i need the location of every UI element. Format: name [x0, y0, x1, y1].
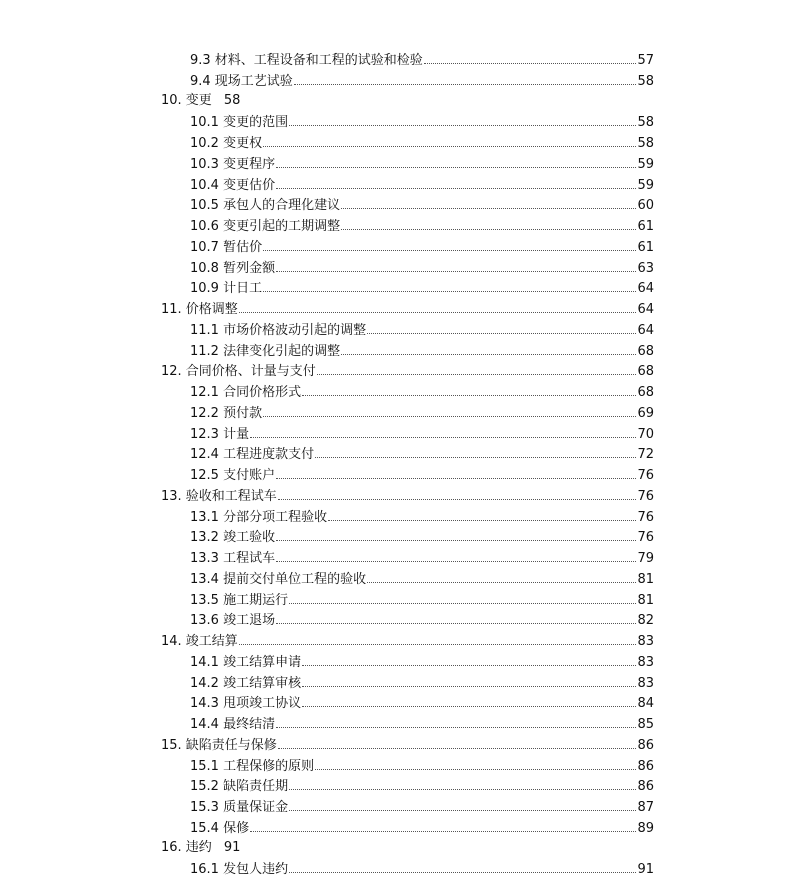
toc-entry-title: 14.4 最终结清	[190, 717, 276, 732]
toc-entry-title: 9.4 现场工艺试验	[190, 73, 293, 89]
toc-page-number: 68	[637, 385, 654, 400]
toc-entry-line	[190, 236, 654, 258]
dot-leader	[294, 70, 637, 85]
toc-entry-title: 12.5 支付账户	[190, 468, 276, 483]
toc-section-entry[interactable]	[0, 651, 795, 672]
dot-leader	[278, 734, 637, 749]
toc-entry-line	[190, 319, 654, 341]
toc-chapter-entry[interactable]	[0, 360, 795, 381]
toc-section-entry[interactable]	[0, 215, 795, 236]
toc-entry-title: 11.1 市场价格波动引起的调整	[190, 322, 367, 338]
toc-section-entry[interactable]	[0, 277, 795, 298]
toc-page-number: 58	[637, 73, 654, 89]
toc-section-entry[interactable]	[0, 153, 795, 174]
toc-entry-line	[190, 423, 654, 445]
toc-chapter-entry[interactable]	[0, 734, 795, 755]
toc-entry-title: 11. 价格调整	[161, 302, 238, 317]
dot-leader	[315, 755, 636, 770]
dot-leader	[289, 111, 636, 126]
toc-section-entry[interactable]	[0, 589, 795, 610]
toc-entry-title: 14.1 竣工结算申请	[190, 654, 302, 670]
toc-page-number: 86	[637, 779, 654, 795]
toc-section-entry[interactable]	[0, 609, 795, 630]
dot-leader	[341, 215, 636, 230]
toc-section-entry[interactable]	[0, 111, 795, 132]
toc-entry-line	[190, 547, 654, 569]
toc-page-number: 64	[637, 302, 654, 317]
toc-page-number: 91	[637, 862, 654, 878]
dot-leader	[278, 485, 637, 500]
dot-leader	[263, 277, 636, 292]
dot-leader	[276, 257, 636, 272]
toc-page-number: 83	[637, 654, 654, 670]
dot-leader	[341, 340, 636, 355]
toc-entry-line	[190, 568, 654, 590]
dot-leader	[239, 630, 637, 645]
toc-entry-title: 15.2 缺陷责任期	[190, 779, 289, 795]
toc-page-number: 58	[637, 115, 654, 131]
toc-entry-title: 12.3 计量	[190, 426, 250, 442]
toc-page-number: 59	[637, 156, 654, 172]
toc-page-number: 63	[637, 260, 654, 276]
toc-entry-line	[161, 630, 654, 652]
toc-entry-title: 10.6 变更引起的工期调整	[190, 219, 341, 234]
dot-leader	[317, 360, 637, 375]
toc-entry-title: 15. 缺陷责任与保修	[161, 737, 277, 753]
dot-leader	[367, 319, 636, 334]
toc-section-entry[interactable]	[0, 402, 795, 423]
toc-page-number: 86	[637, 737, 654, 753]
dot-leader	[250, 423, 636, 438]
toc-section-entry[interactable]	[0, 381, 795, 402]
dot-leader	[341, 194, 636, 209]
toc-entry-line	[190, 381, 654, 403]
dot-leader	[289, 858, 636, 873]
toc-entry-title: 14.2 竣工结算审核	[190, 675, 302, 691]
toc-chapter-entry[interactable]	[0, 298, 795, 319]
toc-entry-title: 13. 验收和工程试车	[161, 488, 277, 504]
toc-section-entry[interactable]	[0, 547, 795, 568]
toc-section-entry[interactable]	[0, 194, 795, 215]
toc-entry-line	[190, 443, 654, 465]
toc-chapter-entry[interactable]	[0, 838, 795, 859]
dot-leader	[276, 153, 636, 168]
toc-page-number: 72	[637, 447, 654, 463]
toc-entry-line	[190, 817, 654, 839]
toc-entry-title: 16. 违约	[161, 839, 212, 855]
toc-page-number: 89	[637, 820, 654, 836]
dot-leader	[302, 381, 636, 396]
toc-section-entry[interactable]	[0, 568, 795, 589]
toc-entry-line	[190, 651, 654, 673]
toc-entry-line	[190, 692, 654, 714]
toc-entry-title: 14.3 甩项竣工协议	[190, 696, 302, 712]
toc-entry-title: 12. 合同价格、计量与支付	[161, 364, 316, 380]
toc-page-number: 58	[223, 92, 241, 108]
toc-section-entry[interactable]	[0, 340, 795, 361]
toc-page-number: 61	[637, 219, 654, 234]
dot-leader	[276, 526, 636, 541]
toc-entry-title: 10.7 暂估价	[190, 239, 263, 255]
dot-leader	[302, 672, 636, 687]
toc-entry-title: 13.2 竣工验收	[190, 530, 276, 546]
toc-entry-line	[190, 858, 654, 880]
dot-leader	[315, 443, 636, 458]
dot-leader	[289, 796, 636, 811]
toc-entry-title: 10.2 变更权	[190, 136, 263, 151]
table-of-contents	[0, 49, 795, 879]
toc-entry-line	[190, 277, 654, 299]
toc-entry-line	[190, 672, 654, 694]
toc-page-number: 87	[637, 800, 654, 815]
toc-page-number: 76	[637, 468, 654, 483]
toc-section-entry[interactable]	[0, 49, 795, 70]
dot-leader	[367, 568, 636, 583]
toc-entry-line	[190, 70, 654, 92]
toc-entry-title: 13.6 竣工退场	[190, 613, 276, 629]
toc-page-number: 82	[637, 613, 654, 629]
toc-entry-line	[190, 609, 654, 631]
toc-section-entry[interactable]	[0, 506, 795, 527]
toc-entry-line	[190, 257, 654, 279]
dot-leader	[239, 298, 637, 313]
toc-entry-title: 11.2 法律变化引起的调整	[190, 343, 341, 359]
toc-entry-line	[190, 153, 654, 175]
toc-entry-line	[190, 755, 654, 777]
toc-entry-title: 10.4 变更估价	[190, 177, 276, 193]
dot-leader	[302, 692, 636, 707]
toc-entry-line	[190, 402, 654, 424]
toc-entry-line	[190, 464, 654, 486]
toc-page-number: 83	[637, 675, 654, 691]
toc-page-number: 84	[637, 696, 654, 712]
toc-page-number: 60	[637, 198, 654, 214]
toc-entry-line	[190, 174, 654, 196]
toc-page-number: 85	[637, 717, 654, 732]
toc-entry-line	[190, 526, 654, 548]
toc-section-entry[interactable]	[0, 713, 795, 734]
toc-section-entry[interactable]	[0, 526, 795, 547]
toc-entry-title: 15.3 质量保证金	[190, 800, 289, 815]
dot-leader	[328, 506, 636, 521]
toc-page-number: 83	[637, 634, 654, 649]
toc-page-number: 91	[223, 839, 241, 855]
toc-entry-title: 13.4 提前交付单位工程的验收	[190, 571, 367, 587]
toc-entry-line	[161, 734, 654, 756]
toc-entry-line	[161, 485, 654, 507]
toc-page-number: 79	[637, 551, 654, 566]
toc-entry-title: 13.3 工程试车	[190, 551, 276, 566]
dot-leader	[276, 174, 636, 189]
toc-entry-line	[190, 132, 654, 154]
toc-section-entry[interactable]	[0, 319, 795, 340]
dot-leader	[263, 132, 636, 147]
toc-entry-line	[161, 298, 654, 320]
toc-section-entry[interactable]	[0, 775, 795, 796]
toc-entry-title: 12.2 预付款	[190, 405, 263, 421]
toc-page-number: 69	[637, 405, 654, 421]
toc-entry-line	[161, 838, 654, 858]
dot-leader	[289, 775, 636, 790]
toc-entry-title: 10.9 计日工	[190, 281, 263, 297]
toc-section-entry[interactable]	[0, 423, 795, 444]
toc-entry-line	[161, 360, 654, 382]
dot-leader	[263, 402, 636, 417]
toc-entry-title: 13.5 施工期运行	[190, 592, 289, 608]
toc-entry-line	[190, 111, 654, 133]
toc-entry-title: 10.3 变更程序	[190, 156, 276, 172]
toc-section-entry[interactable]	[0, 755, 795, 776]
toc-entry-line	[190, 796, 654, 818]
toc-entry-line	[190, 340, 654, 362]
toc-page-number: 64	[637, 281, 654, 297]
toc-entry-line	[190, 194, 654, 216]
toc-page-number: 76	[637, 509, 654, 525]
toc-entry-line	[190, 506, 654, 528]
toc-entry-title: 10.5 承包人的合理化建议	[190, 198, 341, 214]
toc-entry-title: 12.4 工程进度款支付	[190, 447, 315, 463]
toc-entry-line	[190, 589, 654, 611]
toc-entry-title: 15.4 保修	[190, 820, 250, 836]
toc-section-entry[interactable]	[0, 132, 795, 153]
toc-section-entry[interactable]	[0, 443, 795, 464]
toc-page-number: 76	[637, 488, 654, 504]
toc-section-entry[interactable]	[0, 817, 795, 838]
toc-entry-line	[190, 49, 654, 71]
toc-entry-line	[161, 91, 654, 111]
toc-entry-title: 10. 变更	[161, 92, 212, 108]
toc-section-entry[interactable]	[0, 236, 795, 257]
toc-section-entry[interactable]	[0, 70, 795, 91]
toc-entry-title: 14. 竣工结算	[161, 634, 238, 649]
toc-entry-line	[190, 215, 654, 237]
toc-entry-title: 9.3 材料、工程设备和工程的试验和检验	[190, 53, 423, 68]
toc-page-number: 58	[637, 136, 654, 151]
toc-section-entry[interactable]	[0, 257, 795, 278]
dot-leader	[276, 609, 636, 624]
toc-section-entry[interactable]	[0, 796, 795, 817]
toc-page-number: 81	[637, 571, 654, 587]
toc-page-number: 57	[637, 53, 654, 68]
toc-section-entry[interactable]	[0, 672, 795, 693]
toc-page-number: 70	[637, 426, 654, 442]
toc-chapter-entry[interactable]	[0, 630, 795, 651]
toc-page-number: 64	[637, 322, 654, 338]
toc-entry-line	[190, 775, 654, 797]
dot-leader	[263, 236, 636, 251]
dot-leader	[276, 713, 636, 728]
dot-leader	[289, 589, 636, 604]
toc-page-number: 86	[637, 758, 654, 774]
toc-entry-title: 12.1 合同价格形式	[190, 385, 302, 400]
toc-entry-title: 16.1 发包人违约	[190, 862, 289, 878]
toc-entry-title: 10.8 暂列金额	[190, 260, 276, 276]
dot-leader	[302, 651, 636, 666]
toc-page-number: 68	[637, 364, 654, 380]
toc-chapter-entry[interactable]	[0, 91, 795, 112]
toc-entry-title: 15.1 工程保修的原则	[190, 758, 315, 774]
dot-leader	[276, 547, 636, 562]
toc-section-entry[interactable]	[0, 174, 795, 195]
toc-page-number: 76	[637, 530, 654, 546]
toc-chapter-entry[interactable]	[0, 485, 795, 506]
toc-entry-title: 13.1 分部分项工程验收	[190, 509, 328, 525]
toc-page-number: 68	[637, 343, 654, 359]
toc-section-entry[interactable]	[0, 692, 795, 713]
toc-entry-line	[190, 713, 654, 735]
toc-page-number: 61	[637, 239, 654, 255]
toc-page-number: 59	[637, 177, 654, 193]
dot-leader	[250, 817, 636, 832]
toc-entry-title: 10.1 变更的范围	[190, 115, 289, 131]
dot-leader	[276, 464, 636, 479]
toc-section-entry[interactable]	[0, 464, 795, 485]
dot-leader	[424, 49, 637, 64]
toc-page-number: 81	[637, 592, 654, 608]
